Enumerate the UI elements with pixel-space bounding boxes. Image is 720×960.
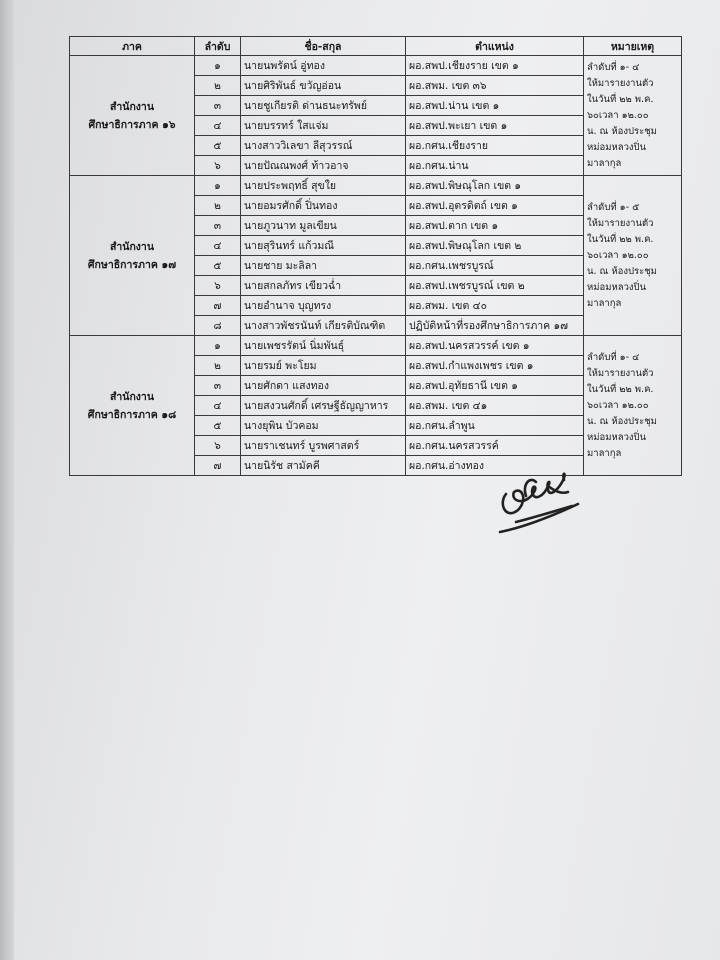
remark-line: ในวันที่ ๒๒ พ.ค. — [587, 233, 654, 245]
region-cell — [70, 56, 195, 176]
remark-line: น. ณ ห้องประชุม — [587, 125, 657, 137]
name-cell: นายปัณณพงศ์ ท้าวอาจ — [241, 156, 406, 176]
table-row — [70, 176, 682, 196]
position-cell: ผอ.กศน.อ่างทอง — [406, 456, 584, 476]
region-label: สำนักงาน — [109, 100, 155, 113]
remark-cell — [584, 176, 682, 336]
position-cell: ผอ.สพป.อุทัยธานี เขต ๑ — [406, 376, 584, 396]
order-cell: ๑ — [195, 336, 241, 356]
position-cell: ผอ.กศน.นครสวรรค์ — [406, 436, 584, 456]
officials-table — [69, 36, 682, 476]
name-cell: นางยุพิน บัวคอม — [241, 416, 406, 436]
header-remark: หมายเหตุ — [584, 37, 682, 56]
order-cell: ๗ — [195, 296, 241, 316]
order-cell: ๔ — [195, 116, 241, 136]
name-cell: นายศิริพันธ์ ขวัญอ่อน — [241, 76, 406, 96]
remark-line: ลำดับที่ ๑- ๕ — [587, 201, 640, 213]
order-cell: ๖ — [195, 156, 241, 176]
region-label: ศึกษาธิการภาค ๑๖ — [88, 118, 176, 131]
order-cell: ๓ — [195, 376, 241, 396]
position-cell: ผอ.สพป.เพชรบูรณ์ เขต ๒ — [406, 276, 584, 296]
remark-line: ในวันที่ ๒๒ พ.ค. — [587, 93, 654, 105]
order-cell: ๔ — [195, 396, 241, 416]
name-cell: นายสงวนศักดิ์ เศรษฐีธัญญาหาร — [241, 396, 406, 416]
remark-line: น. ณ ห้องประชุม — [587, 415, 657, 427]
name-cell: นายชูเกียรติ ด่านธนะทรัพย์ — [241, 96, 406, 116]
remark-cell — [584, 56, 682, 176]
position-cell: ผอ.กศน.เชียงราย — [406, 136, 584, 156]
position-cell: ผอ.กศน.น่าน — [406, 156, 584, 176]
remark-line: มาลากุล — [587, 447, 622, 459]
name-cell: นายอมรศักดิ์ ปิ่นทอง — [241, 196, 406, 216]
remark-line: ให้มารายงานตัว — [587, 77, 654, 89]
region-label: สำนักงาน — [109, 390, 155, 403]
remark-line: หม่อมหลวงปิ่น — [587, 431, 647, 443]
region-cell — [70, 336, 195, 476]
name-cell: นายอำนาจ บุญทรง — [241, 296, 406, 316]
position-cell: ผอ.สพป.ตาก เขต ๑ — [406, 216, 584, 236]
name-cell: นายสุรินทร์ แก้วมณี — [241, 236, 406, 256]
header-position: ตำแหน่ง — [406, 37, 584, 56]
order-cell: ๗ — [195, 456, 241, 476]
order-cell: ๓ — [195, 216, 241, 236]
position-cell: ผอ.สพป.พิษณุโลก เขต ๒ — [406, 236, 584, 256]
name-cell: นายบรรทร์ ใสแจ่ม — [241, 116, 406, 136]
remark-line: ให้มารายงานตัว — [587, 367, 654, 379]
position-cell: ผอ.สพป.นครสวรรค์ เขต ๑ — [406, 336, 584, 356]
order-cell: ๖ — [195, 276, 241, 296]
region-label: ศึกษาธิการภาค ๑๗ — [87, 258, 177, 271]
region-label: ศึกษาธิการภาค ๑๘ — [87, 408, 177, 421]
remark-line: ลำดับที่ ๑- ๔ — [587, 61, 640, 73]
name-cell: นายเพชรรัตน์ นิ่มพันธุ์ — [241, 336, 406, 356]
order-cell: ๒ — [195, 196, 241, 216]
region-label: สำนักงาน — [109, 240, 155, 253]
table-header-row — [70, 37, 682, 56]
position-cell: ผอ.สพม. เขต ๔๐ — [406, 296, 584, 316]
table-body — [70, 56, 682, 476]
region-cell — [70, 176, 195, 336]
name-cell: นายชาย มะลิลา — [241, 256, 406, 276]
name-cell: นายนิรัช สามัคคี — [241, 456, 406, 476]
order-cell: ๕ — [195, 256, 241, 276]
handwritten-signature — [496, 462, 584, 542]
remark-line: ให้มารายงานตัว — [587, 217, 654, 229]
remark-line: ๖๐เวลา ๑๒.๐๐ — [587, 109, 649, 121]
header-name: ชื่อ-สกุล — [241, 37, 406, 56]
name-cell: นายสกลภัทร เขียวฉ่ำ — [241, 276, 406, 296]
remark-line: ๖๐เวลา ๑๒.๐๐ — [587, 249, 649, 261]
name-cell: นายราเชนทร์ บูรพศาสตร์ — [241, 436, 406, 456]
name-cell: นางสาววิเลขา ลีสุวรรณ์ — [241, 136, 406, 156]
name-cell: นายภูวนาท มูลเขียน — [241, 216, 406, 236]
order-cell: ๘ — [195, 316, 241, 336]
order-cell: ๒ — [195, 356, 241, 376]
remark-cell — [584, 336, 682, 476]
position-cell: ผอ.สพม. เขต ๔๑ — [406, 396, 584, 416]
order-cell: ๕ — [195, 416, 241, 436]
order-cell: ๑ — [195, 56, 241, 76]
name-cell: นายรมย์ พะโยม — [241, 356, 406, 376]
position-cell: ผอ.สพป.พะเยา เขต ๑ — [406, 116, 584, 136]
name-cell: นางสาวพัชรนันท์ เกียรติบัณฑิต — [241, 316, 406, 336]
position-cell: ผอ.กศน.ลำพูน — [406, 416, 584, 436]
remark-line: หม่อมหลวงปิ่น — [587, 281, 647, 293]
position-cell: ผอ.สพป.น่าน เขต ๑ — [406, 96, 584, 116]
remark-line: ลำดับที่ ๑- ๔ — [587, 351, 640, 363]
position-cell: ผอ.กศน.เพชรบูรณ์ — [406, 256, 584, 276]
position-cell: ผอ.สพป.กำแพงเพชร เขต ๑ — [406, 356, 584, 376]
name-cell: นายประพฤทธิ์ สุขใย — [241, 176, 406, 196]
remark-line: มาลากุล — [587, 297, 622, 309]
remark-line: มาลากุล — [587, 157, 622, 169]
name-cell: นายนพรัตน์ อู่ทอง — [241, 56, 406, 76]
remark-line: ๖๐เวลา ๑๒.๐๐ — [587, 399, 649, 411]
order-cell: ๑ — [195, 176, 241, 196]
order-cell: ๔ — [195, 236, 241, 256]
order-cell: ๕ — [195, 136, 241, 156]
order-cell: ๒ — [195, 76, 241, 96]
order-cell: ๖ — [195, 436, 241, 456]
header-region: ภาค — [70, 37, 195, 56]
order-cell: ๓ — [195, 96, 241, 116]
position-cell: ผอ.สพป.เชียงราย เขต ๑ — [406, 56, 584, 76]
table-row — [70, 336, 682, 356]
position-cell: ผอ.สพม. เขต ๓๖ — [406, 76, 584, 96]
position-cell: ผอ.สพป.อุตรดิตถ์ เขต ๑ — [406, 196, 584, 216]
position-cell: ปฏิบัติหน้าที่รองศึกษาธิการภาค ๑๗ — [406, 316, 584, 336]
header-order: ลำดับ — [195, 37, 241, 56]
remark-line: น. ณ ห้องประชุม — [587, 265, 657, 277]
remark-line: ในวันที่ ๒๒ พ.ค. — [587, 383, 654, 395]
remark-line: หม่อมหลวงปิ่น — [587, 141, 647, 153]
name-cell: นายศักดา แสงทอง — [241, 376, 406, 396]
position-cell: ผอ.สพป.พิษณุโลก เขต ๑ — [406, 176, 584, 196]
table-row — [70, 56, 682, 76]
